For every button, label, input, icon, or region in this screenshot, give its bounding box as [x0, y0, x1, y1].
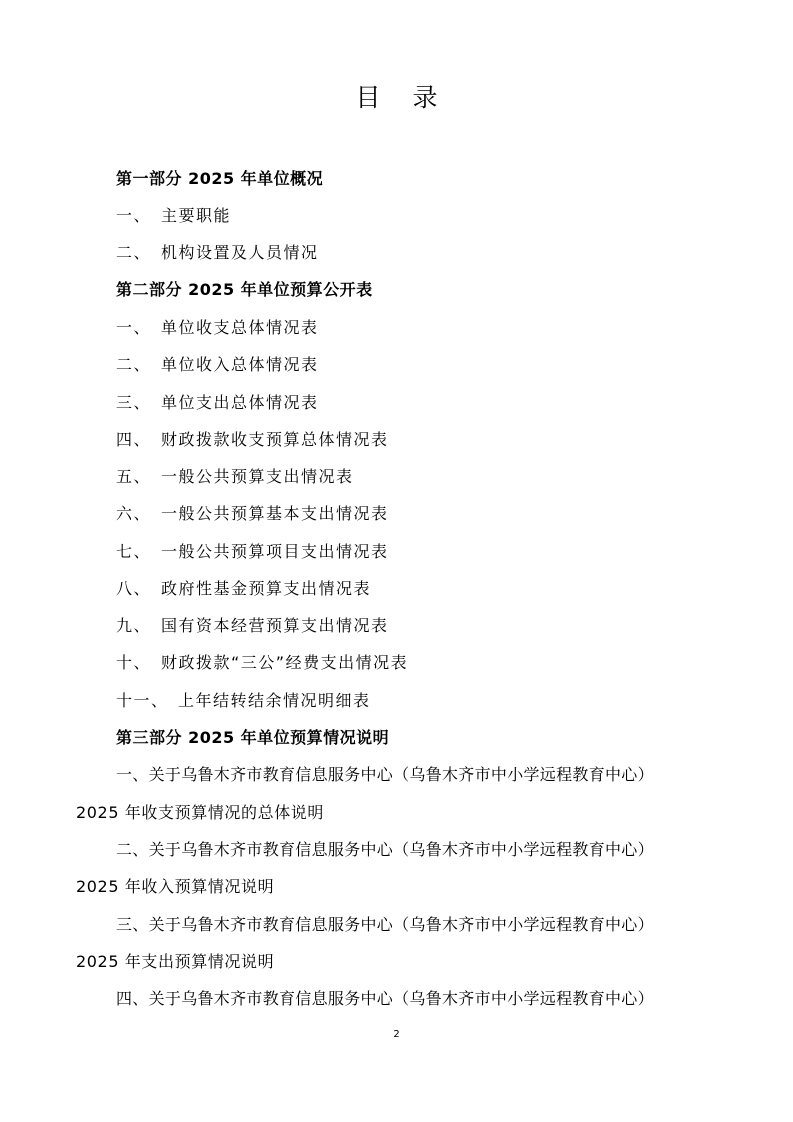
toc-item-number: 五、	[116, 467, 152, 486]
toc-item-number: 十、	[116, 653, 152, 672]
page-title: 目 录	[355, 83, 450, 112]
toc-item-label: 单位支出总体情况表	[161, 393, 319, 412]
toc-item[interactable]	[116, 242, 319, 264]
section-heading-part-1: 第一部分 2025 年单位概况	[116, 169, 324, 188]
toc-item-number: 十一、	[116, 691, 169, 710]
toc-item-continuation[interactable]: 2025 年收支预算情况的总体说明	[76, 803, 325, 822]
toc-item[interactable]	[116, 503, 389, 525]
toc-item-number: 六、	[116, 504, 152, 523]
toc-item-label: 政府性基金预算支出情况表	[161, 579, 372, 598]
toc-item[interactable]	[116, 690, 371, 712]
toc-item-label: 一般公共预算项目支出情况表	[161, 542, 389, 561]
toc-item[interactable]	[116, 354, 319, 376]
section-heading-part-2: 第二部分 2025 年单位预算公开表	[116, 280, 373, 299]
toc-item-number: 一、	[116, 206, 152, 225]
toc-item[interactable]	[116, 317, 319, 339]
toc-item-number: 三、	[116, 393, 152, 412]
toc-item-label: 一般公共预算支出情况表	[161, 467, 354, 486]
toc-item-number: 四、	[116, 430, 152, 449]
toc-item-number: 二、	[116, 243, 152, 262]
toc-item-label: 财政拨款“三公”经费支出情况表	[161, 653, 409, 672]
toc-item-number: 二、	[116, 355, 152, 374]
toc-item-number: 七、	[116, 542, 152, 561]
toc-item-label: 单位收支总体情况表	[161, 318, 319, 337]
toc-item-label: 财政拨款收支预算总体情况表	[161, 430, 389, 449]
toc-item-label: 单位收入总体情况表	[161, 355, 319, 374]
toc-item[interactable]	[116, 205, 231, 227]
toc-item[interactable]	[116, 541, 389, 563]
toc-item[interactable]	[116, 429, 389, 451]
toc-item-label: 一般公共预算基本支出情况表	[161, 504, 389, 523]
toc-item[interactable]	[116, 615, 389, 637]
toc-item-number: 八、	[116, 579, 152, 598]
toc-item-label: 国有资本经营预算支出情况表	[161, 616, 389, 635]
toc-item[interactable]: 四、关于乌鲁木齐市教育信息服务中心（乌鲁木齐市中小学远程教育中心）	[116, 989, 654, 1008]
toc-item[interactable]	[116, 466, 354, 488]
toc-item[interactable]	[116, 652, 408, 674]
toc-item[interactable]: 三、关于乌鲁木齐市教育信息服务中心（乌鲁木齐市中小学远程教育中心）	[116, 915, 654, 934]
toc-item[interactable]: 一、关于乌鲁木齐市教育信息服务中心（乌鲁木齐市中小学远程教育中心）	[116, 765, 654, 784]
section-heading-part-3: 第三部分 2025 年单位预算情况说明	[116, 728, 390, 747]
toc-item-continuation[interactable]: 2025 年支出预算情况说明	[76, 952, 275, 971]
toc-item-continuation[interactable]: 2025 年收入预算情况说明	[76, 877, 275, 896]
toc-item-number: 一、	[116, 318, 152, 337]
toc-item[interactable]	[116, 392, 319, 414]
toc-item-number: 九、	[116, 616, 152, 635]
toc-item[interactable]: 二、关于乌鲁木齐市教育信息服务中心（乌鲁木齐市中小学远程教育中心）	[116, 840, 654, 859]
toc-item-label: 机构设置及人员情况	[161, 243, 319, 262]
toc-item[interactable]	[116, 578, 371, 600]
toc-item-label: 主要职能	[161, 206, 232, 225]
page-number: 2	[393, 1029, 400, 1040]
toc-item-label: 上年结转结余情况明细表	[178, 691, 371, 710]
